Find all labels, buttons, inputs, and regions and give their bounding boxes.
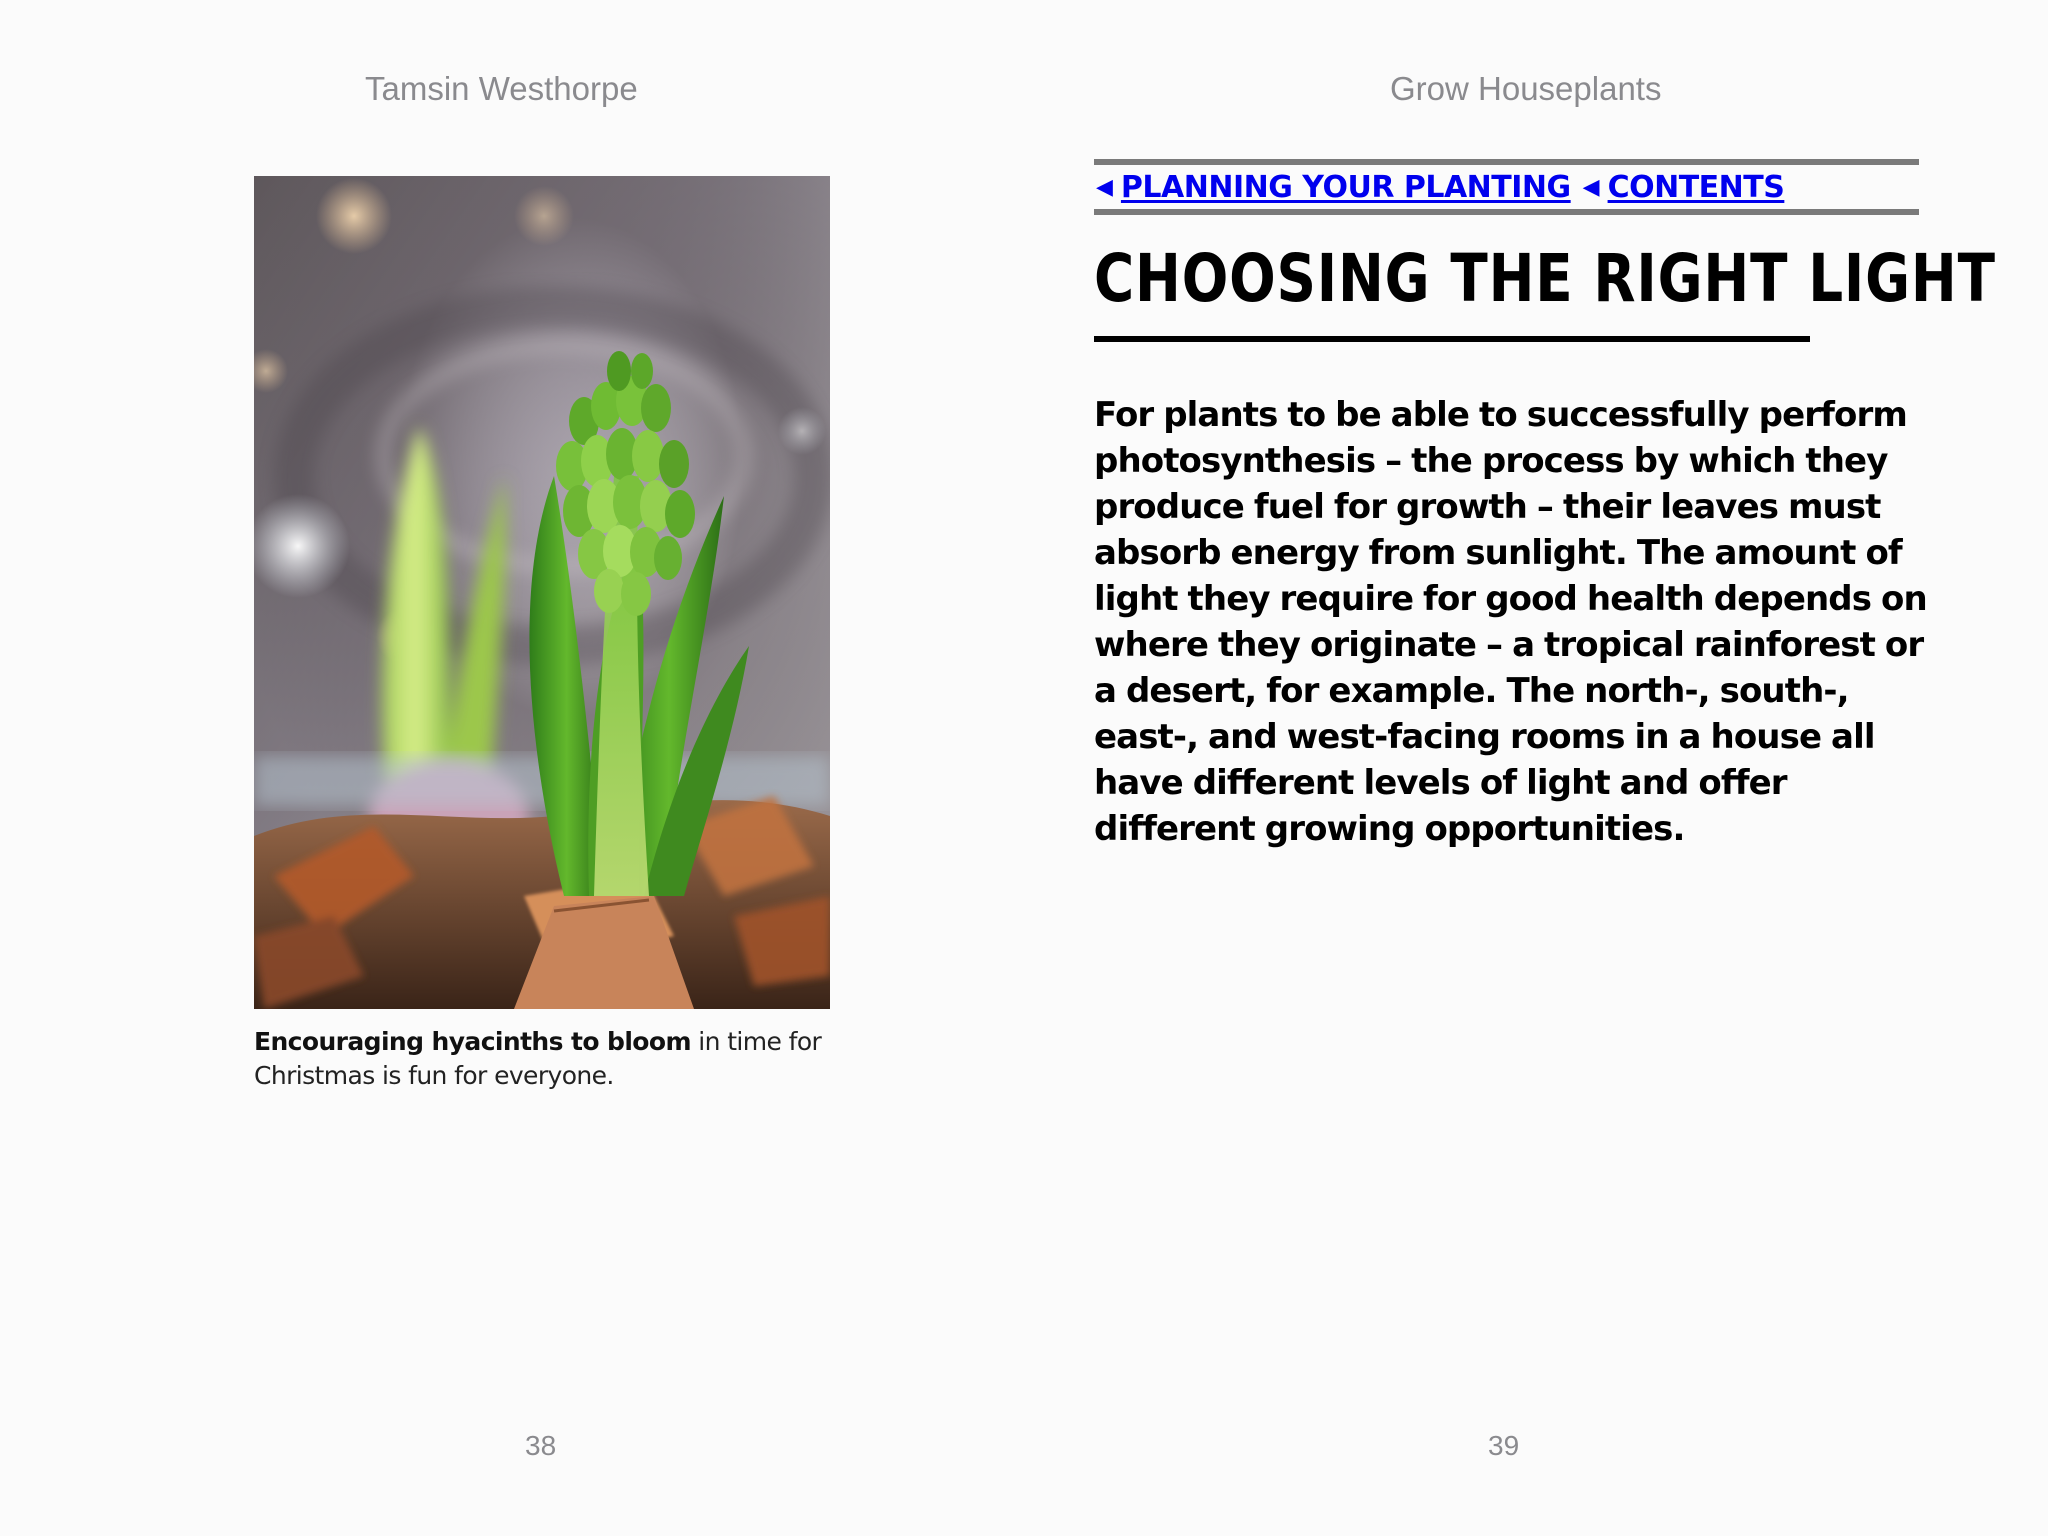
page-number-right: 39 — [1488, 1430, 1520, 1461]
chapter-nav-bar — [1094, 159, 1919, 215]
running-header-book-title: Grow Houseplants — [1390, 70, 1662, 107]
body-paragraph: For plants to be able to successfully perform photosynthesis – the process by which they produce fuel for growth – their leaves must absorb energy from sunlight. The amount of light they require for good health depends on where they originate – a tropical rainforest or a desert, for example. The north-, south-, east-, and west-facing rooms in a house all have different levels of light and offer different growing opportunities. — [1094, 395, 1927, 849]
title-underline-rule — [1094, 336, 1810, 342]
back-arrow-icon: ◀ — [1582, 174, 1600, 199]
chapter-title: CHOOSING THE RIGHT LIGHT — [1094, 240, 1996, 317]
link-contents[interactable]: CONTENTS — [1607, 169, 1785, 205]
link-planning-your-planting[interactable]: PLANNING YOUR PLANTING — [1120, 169, 1571, 205]
page-number-left: 38 — [525, 1430, 557, 1461]
right-page[interactable] — [1024, 0, 2048, 1536]
caption-regular-text: in time for Christmas is fun for everyone. — [254, 1027, 822, 1090]
hyacinth-photo — [254, 176, 830, 1009]
running-header-author: Tamsin Westhorpe — [365, 70, 638, 107]
back-arrow-icon: ◀ — [1096, 174, 1113, 199]
photo-caption — [254, 1025, 854, 1093]
caption-bold-text: Encouraging hyacinths to bloom — [254, 1027, 691, 1056]
